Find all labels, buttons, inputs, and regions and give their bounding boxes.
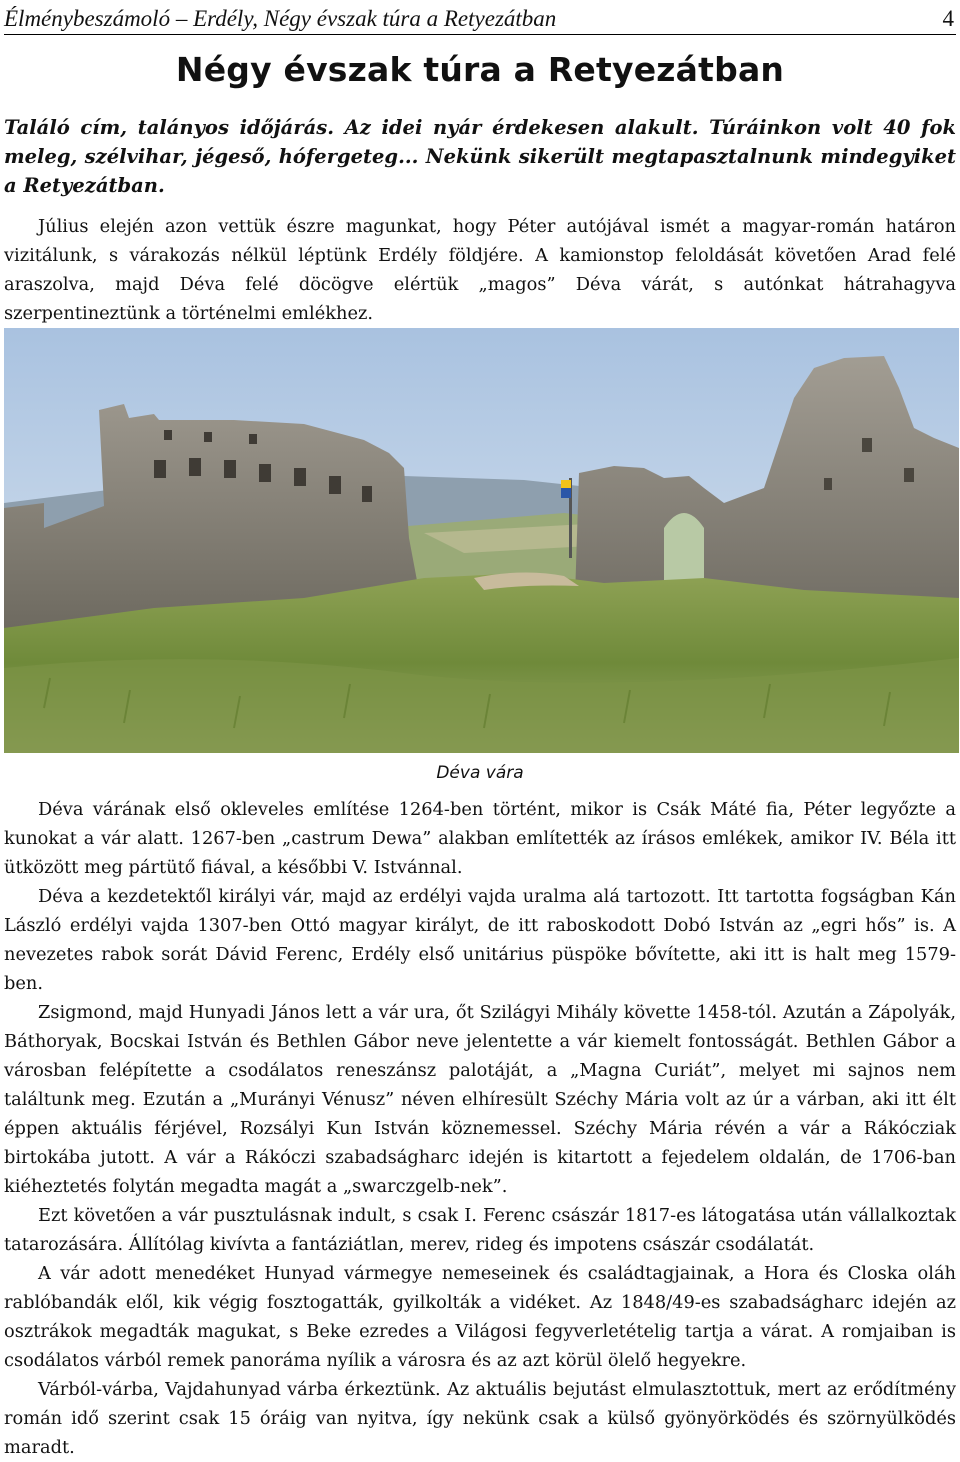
castle-ruins-photo xyxy=(4,328,959,753)
photo-caption: Déva vára xyxy=(436,763,524,783)
running-header xyxy=(4,2,956,35)
body-paragraph: Zsigmond, majd Hunyadi János lett a vár ura, őt Szilágyi Mihály követte 1458-tól. Azután a Zápolyák, Báthoryak, Bocskai István és Bethlen Gábor neve jelentette a vár kiemelt fontosságát. Bethlen Gábor a városban felépítette a csodálatos reneszánsz palotáját, a „Magna Curiát”, melyet mi sajnos nem találtunk meg. Ezután a „Murányi Vénusz” néven elhíresült Széchy Mária volt az úr a várban, aki itt élt éppen aktuális férjével, Rozsályi Kun István köznemessel. Széchy Mária révén a vár a Rákócziak birtokába jutott. A vár a Rákóczi szabadságharc idején is kitartott a fejedelem oldalán, de 1706-ban kiéheztetés folytán megadta magát a „swarczgelb-nek”. xyxy=(4,1002,956,1197)
article-body xyxy=(4,795,956,1462)
intro-text: Július elején azon vettük észre magunkat, hogy Péter autójával ismét a magyar-román határon vizitálunk, s várakozás nélkül léptünk Erdély földjére. A kamionstop feloldását követően Arad felé araszolva, majd Déva felé döcögve elértük „magos” Déva várát, s autónkat hátrahagyva szerpentineztünk a történelmi emlékhez. xyxy=(4,216,956,324)
body-paragraph: Déva a kezdetektől királyi vár, majd az erdélyi vajda uralma alá tartozott. Itt tartotta fogságban Kán László erdélyi vajda 1307-ben Ottó magyar királyt, de itt raboskodott Dobó István az „egri hős” is. A nevezetes rabok sorát Dávid Ferenc, Erdély első unitárius püspöke bővítette, aki itt is halt meg 1579-ben. xyxy=(4,886,956,994)
article-title: Négy évszak túra a Retyezátban xyxy=(175,50,785,89)
running-title: Élménybeszámoló – Erdély, Négy évszak túra a Retyezátban xyxy=(4,6,557,31)
intro-paragraph xyxy=(4,212,956,328)
body-paragraph: Ezt követően a vár pusztulásnak indult, s csak I. Ferenc császár 1817-es látogatása után vállalkoztak tatarozására. Állítólag kivívta a fantáziátlan, merev, rideg és impotens császár csodálatát. xyxy=(4,1205,956,1255)
lead-paragraph: Találó cím, talányos időjárás. Az idei nyár érdekesen alakult. Túráinkon volt 40 fok meleg, szélvihar, jégeső, hófergeteg... Nekünk sikerült megtapasztalnunk mindegyiket a Retyezátban. xyxy=(4,116,956,197)
page-number: 4 xyxy=(942,6,954,31)
body-paragraph: Várból-várba, Vajdahunyad várba érkeztünk. Az aktuális bejutást elmulasztottuk, mert az erődítmény román idő szerint csak 15 óráig van nyitva, így nekünk csak a külső gyönyörködés és szörnyülködés maradt. xyxy=(4,1379,956,1458)
body-paragraph: Déva várának első okleveles említése 1264-ben történt, mikor is Csák Máté fia, Péter legyőzte a kunokat a vár alatt. 1267-ben „castrum Dewa” alakban említették az írásos emlékek, amikor IV. Béla itt ütközött meg pártütő fiával, a későbbi V. Istvánnal. xyxy=(4,799,956,878)
body-paragraph: A vár adott menedéket Hunyad vármegye nemeseinek és családtagjainak, a Hora és Closka oláh rablóbandák elől, kik végig fosztogatták, gyilkolták a vidéket. Az 1848/49-es szabadságharc idején az osztrákok megadták magukat, s Beke ezredes a Világosi fegyverletételig tartja a várat. A romjaiban is csodálatos várból remek panoráma nyílik a városra és az azt körül ölelő hegyekre. xyxy=(4,1263,956,1371)
